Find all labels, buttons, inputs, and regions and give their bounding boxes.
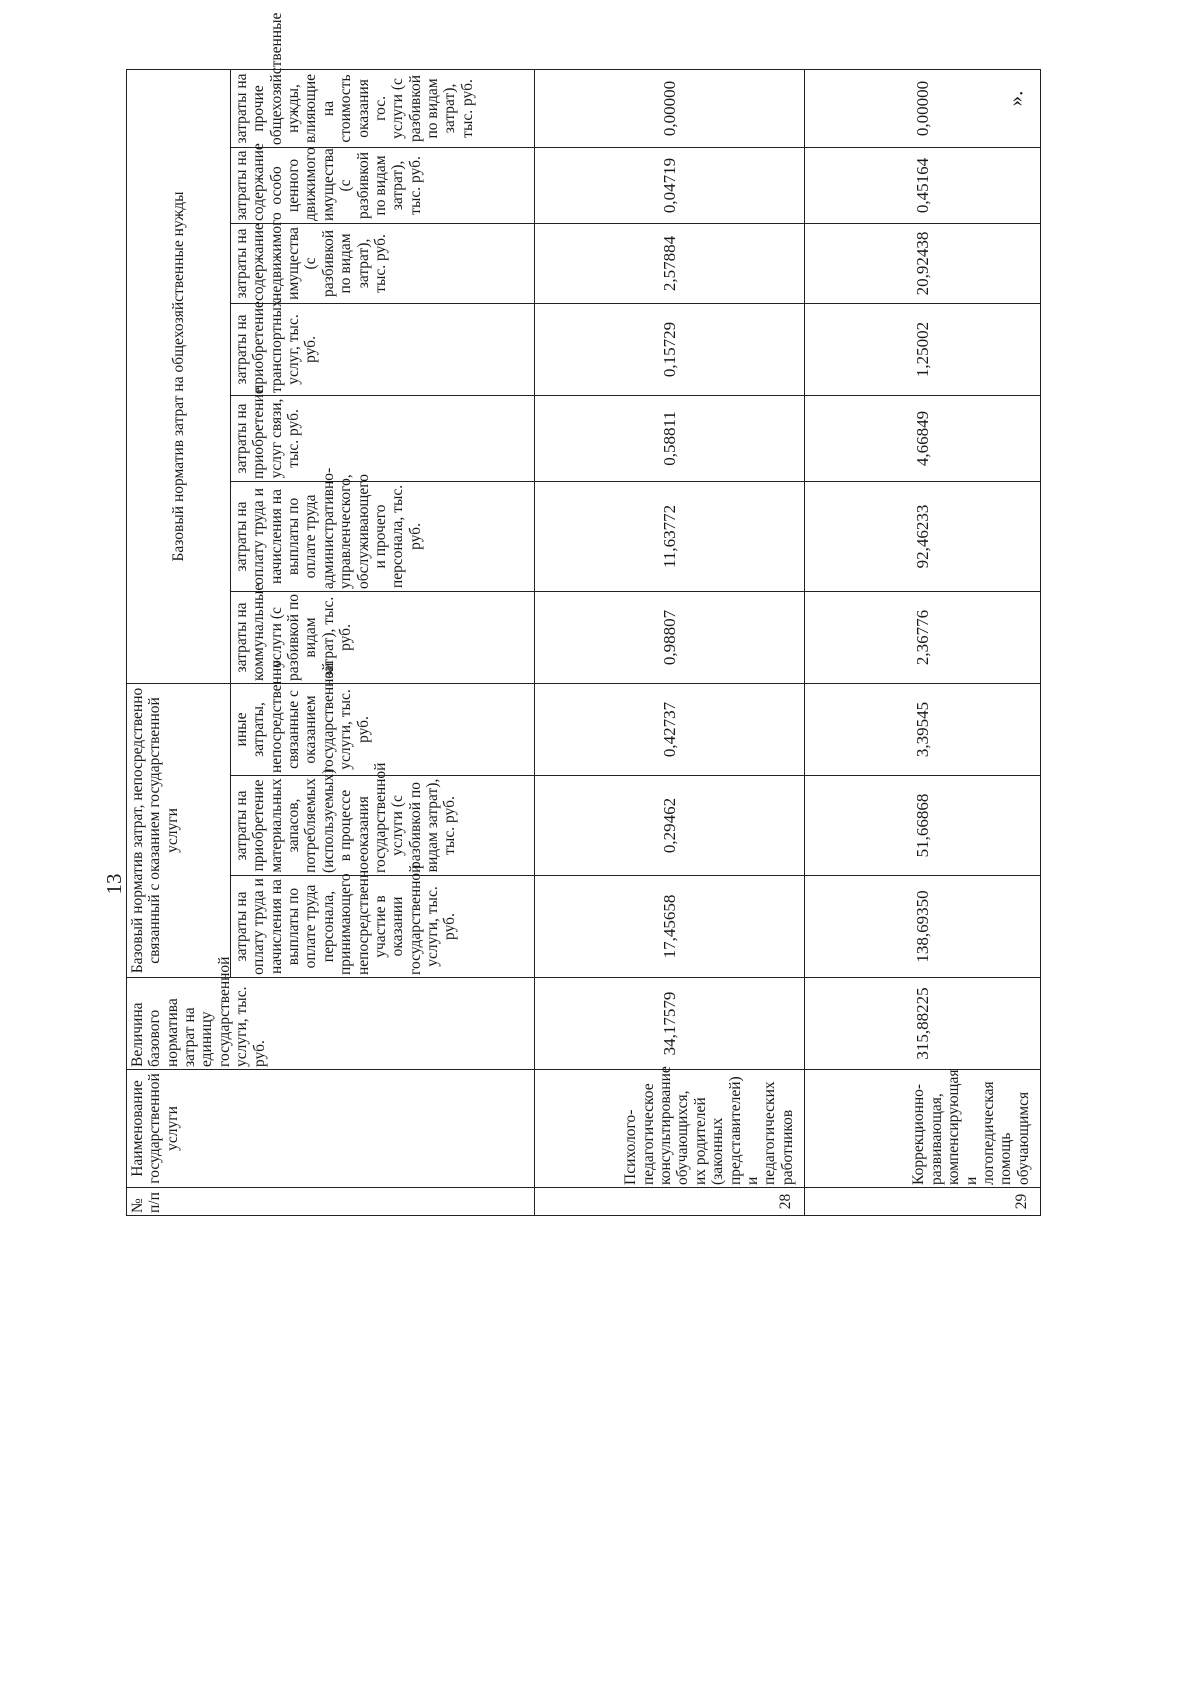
header-real-estate: затраты на содержание недвижимого имущества (с разбивкой по видам затрат), тыс. руб. xyxy=(231,223,535,303)
movable-property-value: 0,45164 xyxy=(805,147,1041,223)
base-value: 34,17579 xyxy=(535,978,805,1070)
base-value: 315,88225 xyxy=(805,978,1041,1070)
header-transport: затраты на приобретение транспортных услуг, тыс. руб. xyxy=(231,303,535,395)
admin-labor-value: 11,63772 xyxy=(535,481,805,591)
table-row xyxy=(805,69,1041,1215)
service-name: Психолого-педагогическое консультирование обучающихся, их родителей (законных представителей) и педагогических работников xyxy=(535,1070,805,1188)
table-row xyxy=(535,69,805,1215)
direct-materials-value: 0,29462 xyxy=(535,776,805,876)
header-direct-labor: затраты на оплату труда и начисления на выплаты по оплате труда персонала, принимающего непосредственное участие в оказании государственной услуги, тыс. руб. xyxy=(231,876,535,978)
real-estate-value: 20,92438 xyxy=(805,223,1041,303)
admin-labor-value: 92,46233 xyxy=(805,481,1041,591)
transport-value: 0,15729 xyxy=(535,303,805,395)
header-admin-labor: затраты на оплату труда и начисления на выплаты по оплате труда административно-управленческого, обслуживающего и прочего персонала, тыс. руб. xyxy=(231,481,535,591)
closing-quote-mark: ». xyxy=(1003,90,1028,107)
header-base-value: Величина базового норматива затрат на единицу государственной услуги, тыс. руб. xyxy=(127,978,535,1070)
header-direct-other: иные затраты, непосредственно связанные с оказанием государственной услуги, тыс. руб. xyxy=(231,683,535,775)
other-general-value: 0,00000 xyxy=(535,69,805,147)
row-number: 29 xyxy=(805,1188,1041,1216)
utilities-value: 0,98807 xyxy=(535,591,805,683)
header-utilities: затраты на коммунальные услуги (с разбивкой по видам затрат), тыс. руб. xyxy=(231,591,535,683)
header-service-name: Наименование государственной услуги xyxy=(127,1070,535,1188)
direct-other-value: 3,39545 xyxy=(805,683,1041,775)
utilities-value: 2,36776 xyxy=(805,591,1041,683)
row-number: 28 xyxy=(535,1188,805,1216)
cost-norms-table xyxy=(126,12,1041,1216)
header-direct-materials: затраты на приобретение материальных запасов, потребляемых (используемых) в процессе оказания государственной услуги (с разбивкой по видам затрат), тыс. руб. xyxy=(231,776,535,876)
real-estate-value: 2,57884 xyxy=(535,223,805,303)
header-number: № п/п xyxy=(127,1188,535,1216)
header-movable-property: затраты на содержание особо ценного движимого имущества (с разбивкой по видам затрат), тыс. руб. xyxy=(231,147,535,223)
other-general-value: 0,00000 xyxy=(805,69,1041,147)
header-other-general: затраты на прочие общехозяйственные нужды, влияющие на стоимость оказания гос. услуги (с разбивкой по видам затрат), тыс. руб. xyxy=(231,69,535,147)
direct-labor-value: 138,69350 xyxy=(805,876,1041,978)
direct-materials-value: 51,66868 xyxy=(805,776,1041,876)
service-name: Коррекционно-развивающая, компенсирующая и логопедическая помощь обучающимся xyxy=(805,1070,1041,1188)
rotated-table-container xyxy=(126,12,1040,1216)
direct-labor-value: 17,45658 xyxy=(535,876,805,978)
header-direct-costs-group: Базовый норматив затрат, непосредственно связанный с оказанием государственной услуги xyxy=(127,683,231,977)
communications-value: 4,66849 xyxy=(805,395,1041,481)
header-communications: затраты на приобретение услуг связи, тыс. руб. xyxy=(231,395,535,481)
direct-other-value: 0,42737 xyxy=(535,683,805,775)
movable-property-value: 0,04719 xyxy=(535,147,805,223)
transport-value: 1,25002 xyxy=(805,303,1041,395)
header-general-costs-group: Базовый норматив затрат на общехозяйственные нужды xyxy=(127,69,231,683)
page-number: 13 xyxy=(102,873,126,895)
communications-value: 0,58811 xyxy=(535,395,805,481)
